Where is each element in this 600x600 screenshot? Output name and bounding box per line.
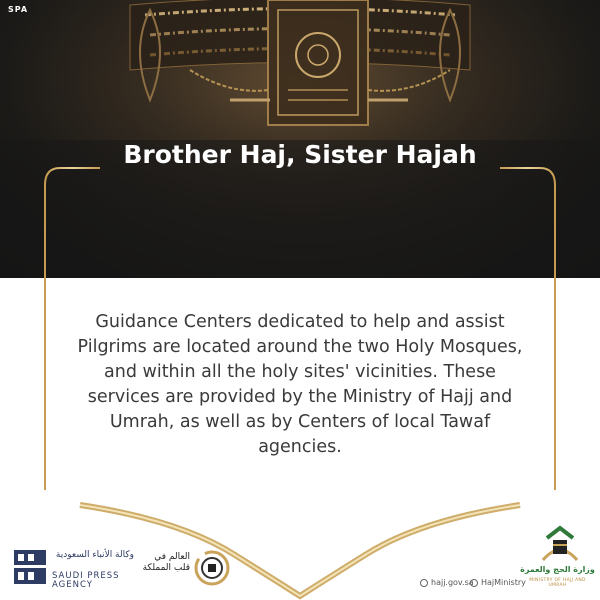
ministry-arabic-name: وزارة الحج والعمرة: [520, 565, 595, 574]
website-link[interactable]: [420, 578, 474, 587]
website-label: hajj.gov.sa: [431, 578, 474, 587]
twitter-label: HajMinistry: [481, 578, 526, 587]
spa-logo-icon: [12, 548, 48, 586]
page-title: Brother Haj, Sister Hajah: [123, 140, 477, 169]
twitter-link[interactable]: [470, 578, 526, 587]
spa-arabic-name: وكالة الأنباء السعودية: [55, 550, 134, 560]
twitter-icon: [470, 579, 478, 587]
ministry-english-name: MINISTRY OF HAJJ AND UMRAH: [529, 578, 586, 588]
globe-icon: [420, 579, 428, 587]
spa-watermark: SPA: [8, 5, 29, 14]
body-paragraph: Guidance Centers dedicated to help and assist Pilgrims are located around the two Holy Mosques, and within all the holy sites' vicinities. These services are provided by the Ministry of Hajj and Umrah, as well as by Centers of local Tawaf agencies.: [77, 312, 523, 457]
ministry-emblem-icon: [535, 520, 585, 570]
circular-emblem-icon: [192, 548, 232, 588]
alalam-arabic-slogan: العالم في قلب المملكة: [142, 552, 190, 573]
spa-english-name: SAUDI PRESS AGENCY: [52, 571, 120, 590]
